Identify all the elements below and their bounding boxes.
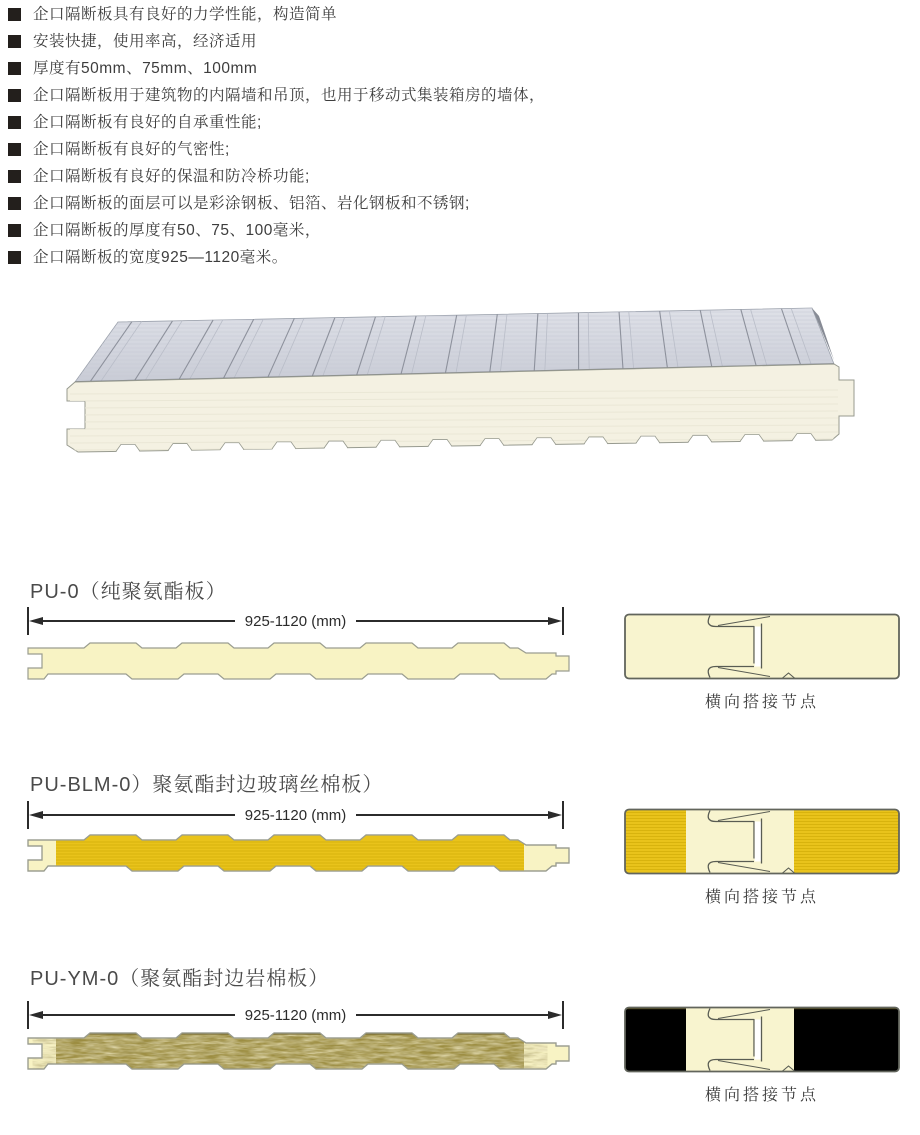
bullet-square-icon <box>8 116 21 129</box>
bullet-square-icon <box>8 62 21 75</box>
feature-text: 企口隔断板有良好的气密性; <box>33 141 230 158</box>
section-title-publm0: PU-BLM-0）聚氨酯封边玻璃丝棉板） <box>30 774 384 796</box>
section-title-puym0: PU-YM-0（聚氨酯封边岩棉板） <box>30 968 330 990</box>
joint-caption: 横向搭接节点 <box>704 1087 819 1104</box>
joint-caption: 横向搭接节点 <box>704 694 819 711</box>
bullet-square-icon <box>8 170 21 183</box>
section-title-pu0: PU-0（纯聚氨酯板） <box>30 581 227 603</box>
arrow-right-icon <box>548 1011 562 1019</box>
width-dimension-publm0 <box>27 798 564 832</box>
feature-text: 企口隔断板的宽度925—1120毫米。 <box>33 249 288 266</box>
feature-text: 厚度有50mm、75mm、100mm <box>33 60 258 77</box>
feature-item <box>6 112 906 139</box>
panel-3d-illustration <box>52 294 902 466</box>
joint-caption: 横向搭接节点 <box>704 889 819 906</box>
feature-item <box>6 139 906 166</box>
feature-item <box>6 31 906 58</box>
arrow-left-icon <box>29 617 43 625</box>
dimension-label: 925-1120 (mm) <box>244 806 347 824</box>
feature-text: 企口隔断板的厚度有50、75、100毫米， <box>33 222 321 239</box>
lap-joint-drawing-puym0 <box>624 1006 900 1073</box>
bullet-square-icon <box>8 8 21 21</box>
panel-cross-section-pu0 <box>20 637 570 685</box>
joint-detail-pu0 <box>624 613 900 712</box>
arrow-left-icon <box>29 1011 43 1019</box>
feature-list <box>6 4 906 274</box>
bullet-square-icon <box>8 197 21 210</box>
dimension-line <box>43 1014 235 1016</box>
dimension-label: 925-1120 (mm) <box>244 1006 347 1024</box>
arrow-right-icon <box>548 811 562 819</box>
panel-cross-section-puym0 <box>20 1027 570 1075</box>
joint-detail-publm0 <box>624 808 900 907</box>
lap-joint-drawing-publm0 <box>624 808 900 875</box>
feature-item <box>6 220 906 247</box>
feature-text: 企口隔断板有良好的保温和防冷桥功能; <box>33 168 310 185</box>
bullet-square-icon <box>8 143 21 156</box>
feature-item <box>6 166 906 193</box>
joint-detail-puym0 <box>624 1006 900 1105</box>
feature-text: 企口隔断板具有良好的力学性能，构造简单 <box>33 6 338 23</box>
bullet-square-icon <box>8 35 21 48</box>
feature-text: 安装快捷，使用率高，经济适用 <box>33 33 258 50</box>
bullet-square-icon <box>8 251 21 264</box>
arrow-left-icon <box>29 811 43 819</box>
feature-item <box>6 4 906 31</box>
feature-item <box>6 85 906 112</box>
dimension-tick <box>562 801 564 829</box>
feature-item <box>6 58 906 85</box>
dimension-line <box>43 620 235 622</box>
dimension-line <box>43 814 235 816</box>
dimension-line <box>356 814 548 816</box>
width-dimension-pu0 <box>27 604 564 638</box>
dimension-tick <box>562 1001 564 1029</box>
dimension-line <box>356 620 548 622</box>
dimension-label: 925-1120 (mm) <box>244 612 347 630</box>
dimension-tick <box>562 607 564 635</box>
bullet-square-icon <box>8 89 21 102</box>
feature-text: 企口隔断板用于建筑物的内隔墙和吊顶，也用于移动式集装箱房的墙体， <box>33 87 546 104</box>
feature-item <box>6 193 906 220</box>
bullet-square-icon <box>8 224 21 237</box>
feature-text: 企口隔断板有良好的自承重性能; <box>33 114 262 131</box>
lap-joint-drawing-pu0 <box>624 613 900 680</box>
panel-cross-section-publm0 <box>20 829 570 877</box>
dimension-line <box>356 1014 548 1016</box>
arrow-right-icon <box>548 617 562 625</box>
feature-text: 企口隔断板的面层可以是彩涂钢板、铝箔、岩化钢板和不锈钢; <box>33 195 470 212</box>
feature-item <box>6 247 906 274</box>
